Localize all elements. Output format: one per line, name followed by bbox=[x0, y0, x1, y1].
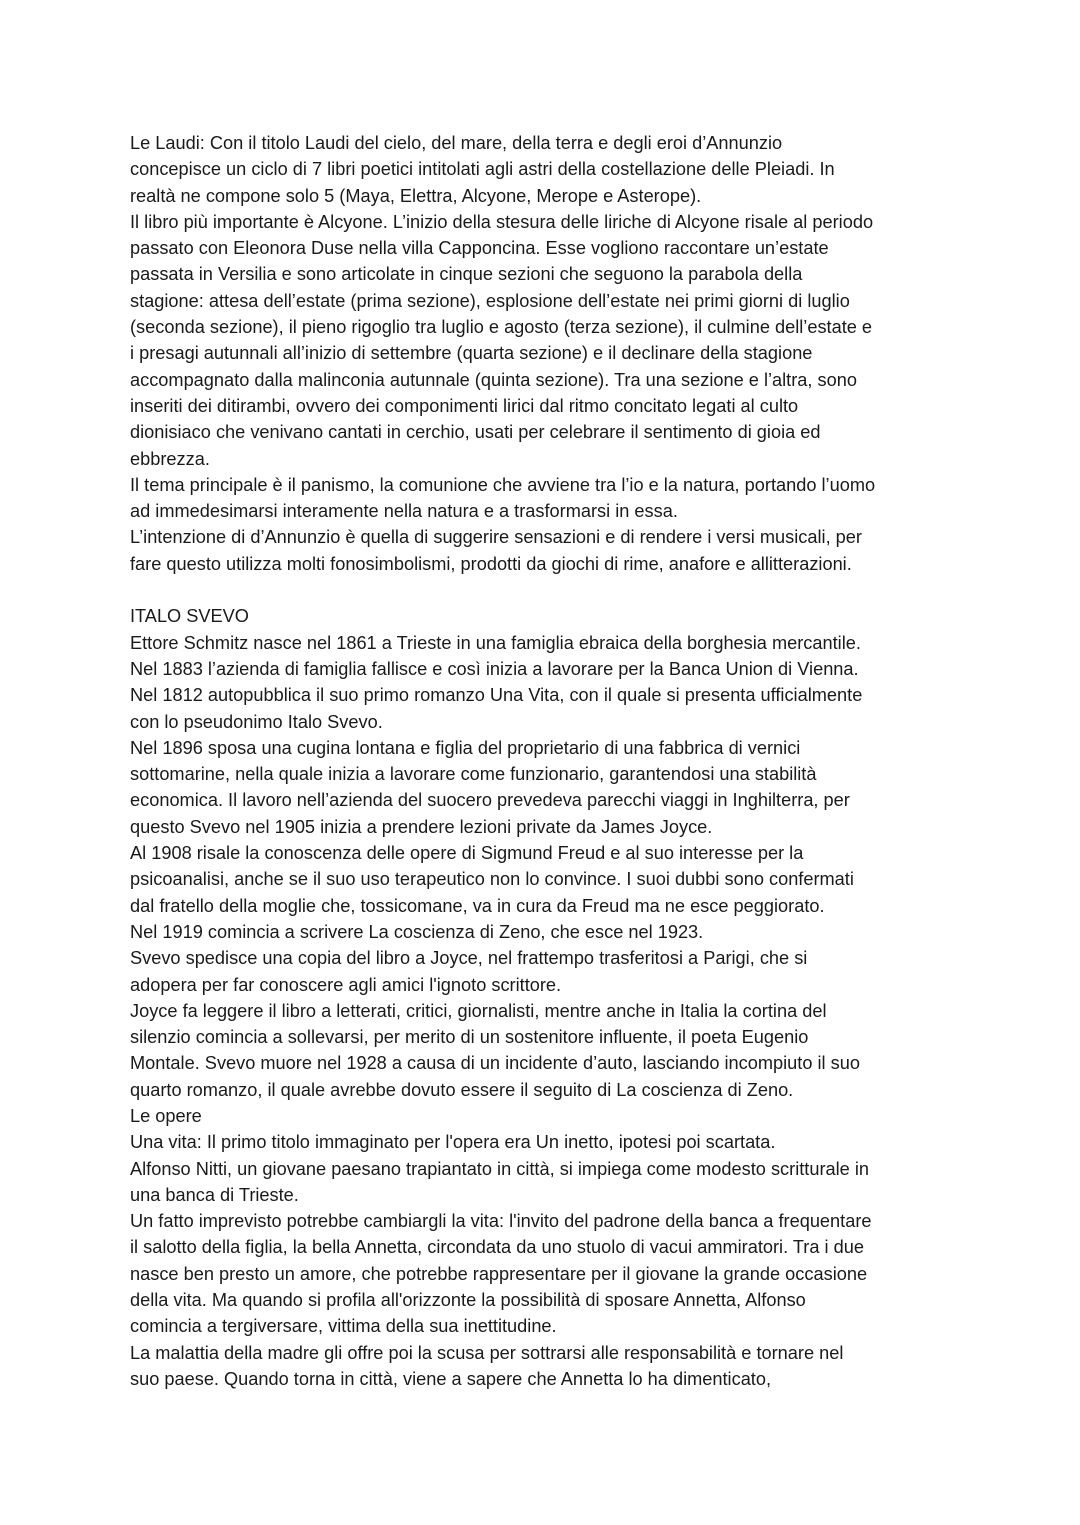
paragraph-spacer bbox=[130, 577, 960, 603]
text-line: nasce ben presto un amore, che potrebbe rappresentare per il giovane la grande occasione bbox=[130, 1263, 868, 1284]
text-line: Una vita: Il primo titolo immaginato per l'opera era Un inetto, ipotesi poi scartata. bbox=[130, 1132, 776, 1153]
text-line: stagione: attesa dell’estate (prima sezione), esplosione dell’estate nei primi giorni di luglio bbox=[130, 290, 850, 311]
text-line: psicoanalisi, anche se il suo uso terapeutico non lo convince. I suoi dubbi sono confermati bbox=[130, 869, 854, 890]
text-line: Le Laudi: Con il titolo Laudi del cielo, del mare, della terra e degli eroi d’Annunzio bbox=[130, 133, 783, 153]
text-line: sottomarine, nella quale inizia a lavorare come funzionario, garantendosi una stabilità bbox=[130, 764, 817, 785]
text-line: Joyce fa leggere il libro a letterati, critici, giornalisti, mentre anche in Italia la cortina del bbox=[130, 1000, 827, 1021]
text-line: dal fratello della moglie che, tossicomane, va in cura da Freud ma ne esce peggiorato. bbox=[130, 895, 825, 916]
text-line: accompagnato dalla malinconia autunnale (quinta sezione). Tra una sezione e l’altra, sono bbox=[130, 369, 857, 390]
text-line: Nel 1812 autopubblica il suo primo romanzo Una Vita, con il quale si presenta ufficialmente bbox=[130, 685, 863, 706]
laudi-section bbox=[130, 130, 960, 577]
text-line: i presagi autunnali all’inizio di settembre (quarta sezione) e il declinare della stagione bbox=[130, 343, 813, 364]
text-line: La malattia della madre gli offre poi la scusa per sottrarsi alle responsabilità e tornare nel bbox=[130, 1342, 844, 1363]
section-heading: ITALO SVEVO bbox=[130, 606, 249, 627]
text-line: questo Svevo nel 1905 inizia a prendere lezioni private da James Joyce. bbox=[130, 816, 713, 837]
text-line: comincia a tergiversare, vittima della sua inettitudine. bbox=[130, 1316, 557, 1337]
subsection-heading: Le opere bbox=[130, 1105, 202, 1126]
document-page bbox=[130, 130, 960, 1392]
text-line: ebbrezza. bbox=[130, 448, 210, 469]
text-line: con lo pseudonimo Italo Svevo. bbox=[130, 711, 383, 732]
text-line: Nel 1883 l’azienda di famiglia fallisce e così inizia a lavorare per la Banca Union di Vienna. bbox=[130, 658, 859, 679]
text-line: Alfonso Nitti, un giovane paesano trapiantato in città, si impiega come modesto scritturale in bbox=[130, 1158, 870, 1179]
text-line: Al 1908 risale la conoscenza delle opere di Sigmund Freud e al suo interesse per la bbox=[130, 843, 804, 864]
text-line: Il tema principale è il panismo, la comunione che avviene tra l’io e la natura, portando l’uomo bbox=[130, 474, 876, 495]
text-line: economica. Il lavoro nell’azienda del suocero prevedeva parecchi viaggi in Inghilterra, per bbox=[130, 790, 850, 811]
text-line: il salotto della figlia, la bella Annetta, circondata da uno stuolo di vacui ammiratori. Tra i due bbox=[130, 1237, 864, 1258]
text-line: L’intenzione di d’Annunzio è quella di suggerire sensazioni e di rendere i versi musicali, per bbox=[130, 527, 862, 548]
text-line: realtà ne compone solo 5 (Maya, Elettra, Alcyone, Merope e Asterope). bbox=[130, 185, 702, 206]
text-line: della vita. Ma quando si profila all'orizzonte la possibilità di sposare Annetta, Alfonso bbox=[130, 1290, 806, 1311]
text-line: Svevo spedisce una copia del libro a Joyce, nel frattempo trasferitosi a Parigi, che si bbox=[130, 948, 808, 969]
text-line: suo paese. Quando torna in città, viene a sapere che Annetta lo ha dimenticato, bbox=[130, 1368, 772, 1389]
text-line: adopera per far conoscere agli amici l'ignoto scrittore. bbox=[130, 974, 562, 995]
text-line: Montale. Svevo muore nel 1928 a causa di un incidente d’auto, lasciando incompiuto il suo bbox=[130, 1053, 860, 1074]
text-line: silenzio comincia a sollevarsi, per merito di un sostenitore influente, il poeta Eugenio bbox=[130, 1027, 809, 1048]
text-line: fare questo utilizza molti fonosimbolismi, prodotti da giochi di rime, anafore e allitterazioni. bbox=[130, 553, 852, 574]
text-line: quarto romanzo, il quale avrebbe dovuto essere il seguito di La coscienza di Zeno. bbox=[130, 1079, 794, 1100]
text-line: ad immedesimarsi interamente nella natura e a trasformarsi in essa. bbox=[130, 501, 678, 522]
text-line: inseriti dei ditirambi, ovvero dei componimenti lirici dal ritmo concitato legati al culto bbox=[130, 395, 799, 416]
text-line: Il libro più importante è Alcyone. L’inizio della stesura delle liriche di Alcyone risale al periodo bbox=[130, 211, 874, 232]
text-line: Nel 1896 sposa una cugina lontana e figlia del proprietario di una fabbrica di vernici bbox=[130, 737, 801, 758]
text-line: una banca di Trieste. bbox=[130, 1184, 299, 1205]
text-line: dionisiaco che venivano cantati in cerchio, usati per celebrare il sentimento di gioia ed bbox=[130, 422, 821, 443]
text-line: passata in Versilia e sono articolate in cinque sezioni che seguono la parabola della bbox=[130, 264, 803, 285]
text-line: (seconda sezione), il pieno rigoglio tra luglio e agosto (terza sezione), il culmine dell’estate e bbox=[130, 317, 873, 338]
svevo-section bbox=[130, 603, 960, 1392]
text-line: passato con Eleonora Duse nella villa Capponcina. Esse vogliono raccontare un’estate bbox=[130, 238, 829, 259]
text-line: Un fatto imprevisto potrebbe cambiargli la vita: l'invito del padrone della banca a frequentare bbox=[130, 1211, 872, 1232]
text-line: Ettore Schmitz nasce nel 1861 a Trieste in una famiglia ebraica della borghesia mercantile. bbox=[130, 632, 861, 653]
text-line: Nel 1919 comincia a scrivere La coscienza di Zeno, che esce nel 1923. bbox=[130, 921, 704, 942]
text-line: concepisce un ciclo di 7 libri poetici intitolati agli astri della costellazione delle Pleiadi. In bbox=[130, 159, 835, 180]
